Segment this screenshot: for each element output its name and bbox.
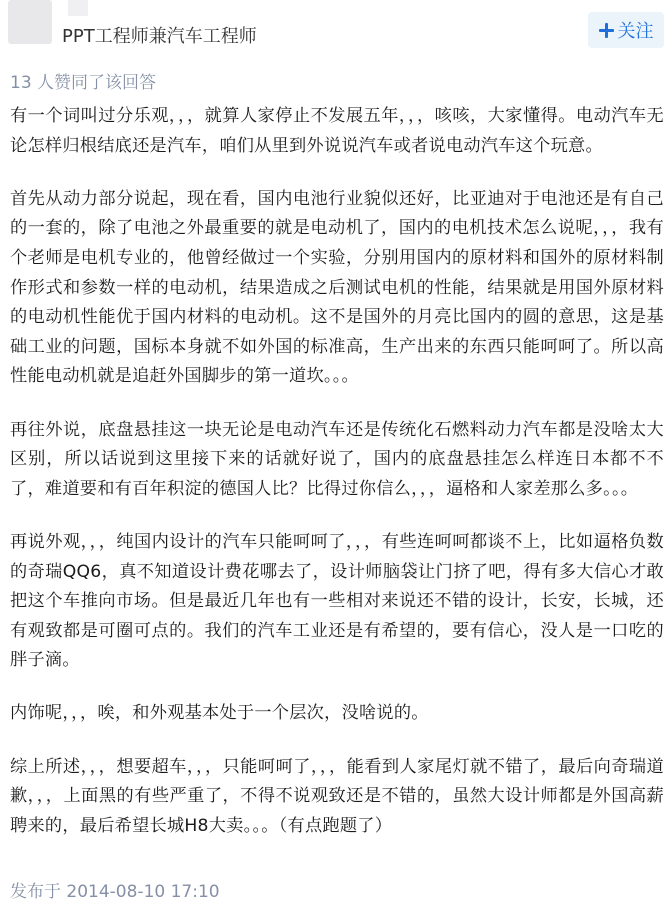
answer-paragraph: 综上所述，，，想要超车，，，只能呵呵了，，，能看到人家尾灯就不错了，最后向奇瑞道歉，，，上面黑的有些严重了，不得不说观致还是不错的，虽然大设计师都是外国高薪聘来的，最后希望长城H8大卖。。。（有点跑题了） <box>10 756 664 836</box>
answer-paragraph: 有一个词叫过分乐观，，，就算人家停止不发展五年，，，咳咳，大家懂得。电动汽车无论怎样归根结底还是汽车，咱们从里到外说说汽车或者说电动汽车这个玩意。 <box>10 106 664 156</box>
answer-body <box>10 102 664 865</box>
author-name[interactable]: PPT工程师兼汽车工程师 <box>62 26 257 47</box>
avatar[interactable] <box>8 0 52 44</box>
answer-paragraph: 内饰呢，，，唉，和外观基本处于一个层次，没啥说的。 <box>10 703 429 724</box>
plus-icon <box>599 23 614 38</box>
answer-header <box>0 0 672 66</box>
follow-label: 关注 <box>617 21 654 42</box>
vote-count[interactable]: 13 人赞同了该回答 <box>10 73 157 93</box>
blurred-badge <box>68 0 88 16</box>
answer-paragraph: 再说外观，，，纯国内设计的汽车只能呵呵了，，，有些连呵呵都谈不上，比如逼格负数的奇瑞QQ6，真不知道设计费花哪去了，设计师脑袋让门挤了吧，得有多大信心才敢把这个车推向市场。但是最近几年也有一些相对来说还不错的设计，长安，长城，还有观致都是可圈可点的。我们的汽车工业还是有希望的，要有信心，没人是一口吃的胖子滴。 <box>10 531 664 671</box>
follow-button[interactable] <box>588 12 664 48</box>
answer-paragraph: 再往外说，底盘悬挂这一块无论是电动汽车还是传统化石燃料动力汽车都是没啥太大区别，所以话说到这里接下来的话就好说了，国内的底盘悬挂怎么样连日本都不不了，难道要和有百年积淀的德国人比？比得过你信么，，，逼格和人家差那么多。。。 <box>10 419 664 499</box>
answer-paragraph: 首先从动力部分说起，现在看，国内电池行业貌似还好，比亚迪对于电池还是有自己的一套的，除了电池之外最重要的就是电动机了，国内的电机技术怎么说呢，，，我有个老师是电机专业的，他曾经做过一个实验，分别用国内的原材料和国外的原材料制作形式和参数一样的电动机，结果造成之后测试电机的性能，结果就是用国外原材料的电动机性能优于国内材料的电动机。这不是国外的月亮比国内的圆的意思，这是基础工业的问题，国标本身就不如外国的标准高，生产出来的东西只能呵呵了。所以高性能电动机就是追赶外国脚步的第一道坎。。。 <box>10 188 664 387</box>
publish-time[interactable]: 发布于 2014-08-10 17:10 <box>10 882 220 902</box>
